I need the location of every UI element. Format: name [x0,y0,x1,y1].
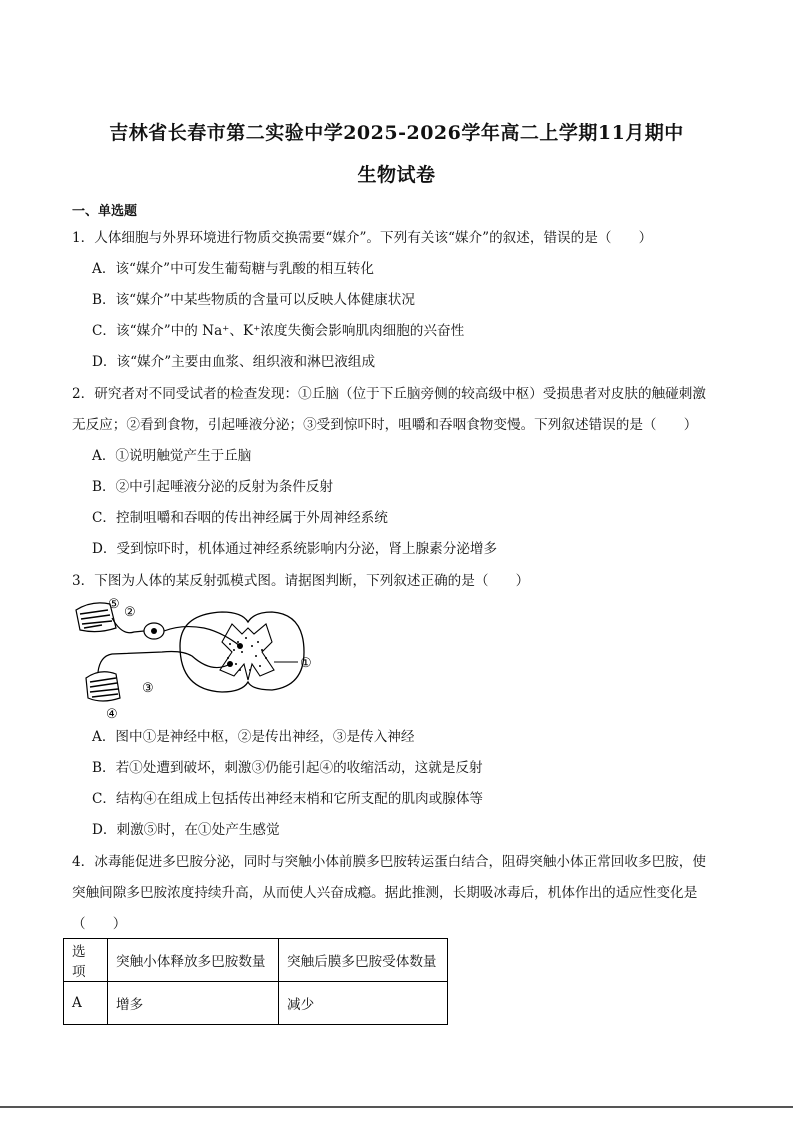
q3-stem: 3．下图为人体的某反射弧模式图。请据图判断，下列叙述正确的是（ ） [72,573,530,589]
section-heading: 一、单选题 [72,204,138,219]
q1-option-b: B．该“媒介”中某些物质的含量可以反映人体健康状况 [92,292,415,308]
label-3: ③ [142,681,154,696]
q2-option-a: A．①说明触觉产生于丘脑 [92,448,252,464]
table-cell: A [64,982,108,1025]
table-header-cell: 选项 [64,939,108,982]
muscle-effector [86,672,120,701]
q4-stem-line1: 4．冰毒能促进多巴胺分泌，同时与突触小体前膜多巴胺转运蛋白结合，阻碍突触小体正常回收多巴胺，使 [72,854,706,870]
q1-option-d: D．该“媒介”主要由血浆、组织液和淋巴液组成 [92,354,376,370]
q2-stem-line2: 无反应；②看到食物，引起唾液分泌；③受到惊吓时，咀嚼和吞咽食物变慢。下列叙述错误的是（ ） [72,417,698,433]
table-row [64,982,448,1025]
page-title-line2: 生物试卷 [357,164,436,186]
page-title-line1: 吉林省长春市第二实验中学2025-2026学年高二上学期11月期中 [109,122,684,144]
q4-stem-line3: （ ） [72,916,127,932]
q2-stem-line1: 2．研究者对不同受试者的检查发现：①丘脑（位于下丘脑旁侧的较高级中枢）受损患者对皮肤的触碰刺激 [72,386,706,402]
q3-option-a: A．图中①是神经中枢，②是传出神经，③是传入神经 [92,729,415,745]
table-cell: 增多 [108,982,279,1025]
table-header-row [64,939,448,982]
q4-options-table [63,938,448,1025]
label-2: ② [124,605,136,620]
q1-option-c: C．该“媒介”中的 Na⁺、K⁺浓度失衡会影响肌肉细胞的兴奋性 [92,323,465,339]
table-header-cell: 突触后膜多巴胺受体数量 [279,939,448,982]
reflex-arc-diagram [72,594,332,724]
label-5: ⑤ [108,597,120,612]
q3-option-d: D．刺激⑤时，在①处产生感觉 [92,822,280,838]
table-header-cell: 突触小体释放多巴胺数量 [108,939,279,982]
page-bottom-divider [0,1106,793,1108]
q1-stem: 1．人体细胞与外界环境进行物质交换需要“媒介”。下列有关该“媒介”的叙述，错误的是（ ） [72,230,653,246]
label-1: ① [300,656,312,671]
q3-option-b: B．若①处遭到破坏，刺激③仍能引起④的收缩活动，这就是反射 [92,760,483,776]
q2-option-d: D．受到惊吓时，机体通过神经系统影响内分泌，肾上腺素分泌增多 [92,541,498,557]
q3-option-c: C．结构④在组成上包括传出神经末梢和它所支配的肌肉或腺体等 [92,791,484,807]
label-4: ④ [106,707,118,722]
q1-option-a: A．该“媒介”中可发生葡萄糖与乳酸的相互转化 [92,261,374,277]
table-cell: 减少 [279,982,448,1025]
q4-stem-line2: 突触间隙多巴胺浓度持续升高，从而使人兴奋成瘾。据此推测，长期吸冰毒后，机体作出的适应性变化是 [72,885,698,901]
q2-option-b: B．②中引起唾液分泌的反射为条件反射 [92,479,334,495]
q2-option-c: C．控制咀嚼和吞咽的传出神经属于外周神经系统 [92,510,388,526]
